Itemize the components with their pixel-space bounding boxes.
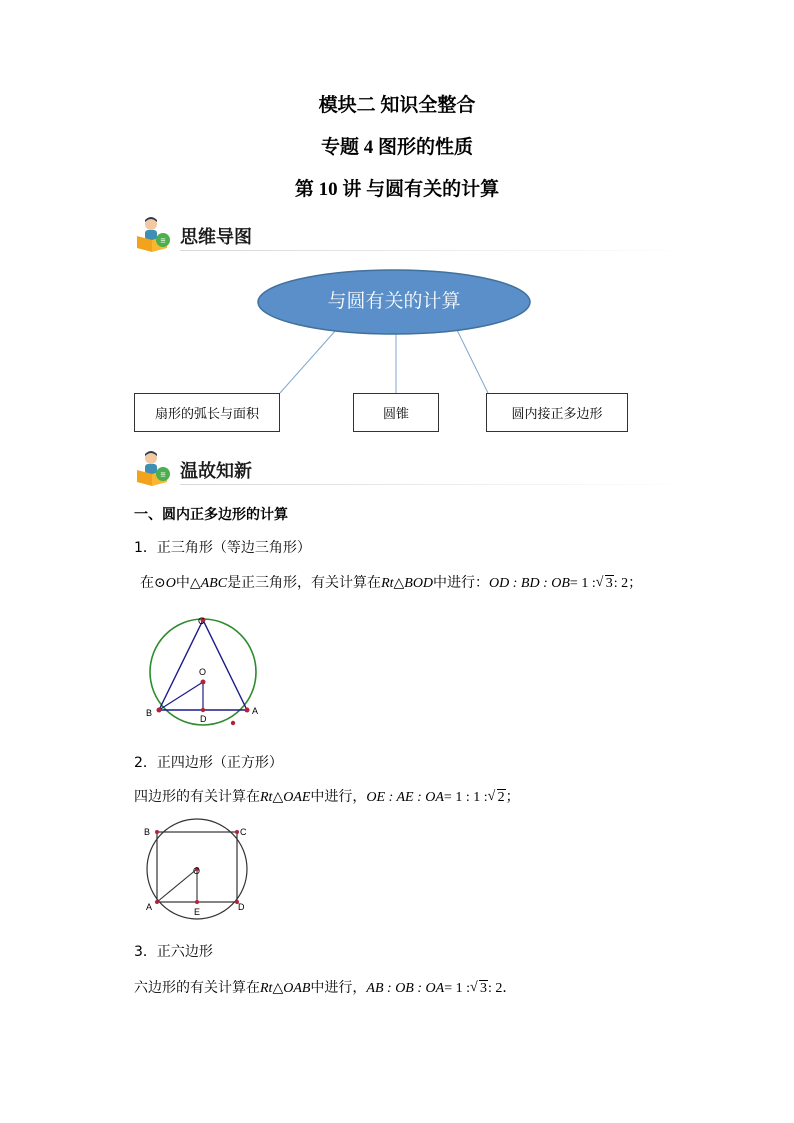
- lecture-title: 第 10 讲 与圆有关的计算: [294, 179, 500, 200]
- point-a: [245, 708, 250, 713]
- hexagon-title: 3．正六边形: [134, 944, 213, 960]
- math-ratio: AB : OB : OA: [366, 981, 445, 996]
- math-ratio: OD : BD : OB: [489, 576, 570, 591]
- text-span: 在: [140, 575, 154, 591]
- math-ratio: OE : AE : OA: [366, 790, 444, 805]
- mindmap-connector-right: [457, 330, 488, 393]
- triangle-description: [140, 572, 642, 592]
- label-e: E: [194, 907, 201, 917]
- text-span: 中: [175, 575, 190, 591]
- sqrt-symbol: [488, 790, 506, 806]
- point-e: [195, 900, 199, 904]
- circle-point: [231, 721, 235, 725]
- mindmap-diagram: [0, 0, 794, 440]
- text-span: 中进行：: [433, 575, 490, 591]
- label-o: O: [193, 866, 201, 876]
- text-span: 中进行，: [310, 980, 367, 996]
- hexagon-description: [134, 977, 516, 997]
- point-a: [155, 900, 159, 904]
- math-rt-oae: Rt△OAE: [260, 790, 311, 805]
- review-section-header: [136, 450, 696, 486]
- sqrt-value: 3: [479, 981, 487, 996]
- label-c: C: [240, 827, 247, 837]
- point-b: [157, 708, 162, 713]
- math-ratio-end: : 2；: [613, 576, 643, 591]
- mindmap-branch-sector: 扇形的弧长与面积: [134, 393, 280, 432]
- math-rt-oab: Rt△OAB: [260, 981, 311, 996]
- mindmap-section-title: 思维导图: [180, 227, 252, 248]
- mindmap-connector-left: [280, 330, 336, 393]
- module-title: 模块二 知识全整合: [318, 95, 476, 116]
- label-a: A: [146, 902, 153, 912]
- svg-text:≡: ≡: [160, 469, 166, 480]
- label-o: O: [199, 667, 207, 677]
- math-ratio-end: ；: [505, 790, 520, 805]
- mindmap-branch-cone: 圆锥: [353, 393, 439, 432]
- text-span: 四边形的有关计算在: [134, 789, 260, 805]
- point-b: [155, 830, 159, 834]
- reading-student-icon: [136, 450, 170, 486]
- label-d: D: [238, 902, 245, 912]
- text-span: 是正三角形，有关计算在: [227, 575, 382, 591]
- square-diagram: [134, 818, 264, 922]
- math-ratio-eq: = 1 :: [444, 981, 470, 996]
- svg-text:≡: ≡: [160, 235, 166, 246]
- math-ratio-eq: = 1 :: [569, 576, 596, 591]
- sqrt-value: 2: [497, 790, 505, 805]
- section-divider: [180, 484, 696, 485]
- point-c: [235, 830, 239, 834]
- triangle-diagram: [140, 612, 270, 740]
- point-d: [201, 708, 205, 712]
- label-b: B: [144, 827, 151, 837]
- square-title: 2．正四边形（正方形）: [134, 755, 283, 771]
- math-circle-o: ⊙O: [154, 576, 176, 591]
- label-a: A: [252, 706, 259, 716]
- label-b: B: [146, 708, 153, 718]
- math-triangle-abc: △ABC: [189, 576, 228, 591]
- point-o: [201, 680, 206, 685]
- label-d: D: [200, 714, 207, 724]
- label-c: C: [198, 616, 205, 626]
- mindmap-branch-polygon: 圆内接正多边形: [486, 393, 628, 432]
- sqrt-symbol: [470, 981, 488, 997]
- math-ratio-eq: = 1 : 1 :: [443, 790, 488, 805]
- segment-ao: [157, 869, 197, 902]
- text-span: 六边形的有关计算在: [134, 980, 260, 996]
- review-heading: 一、圆内正多边形的计算: [134, 507, 288, 523]
- sqrt-value: 3: [605, 576, 613, 591]
- square-description: [134, 786, 520, 806]
- sqrt-symbol: [596, 576, 614, 592]
- math-ratio-end: : 2．: [487, 981, 517, 996]
- topic-title: 专题 4 图形的性质: [320, 137, 473, 158]
- math-rt-bod: Rt△BOD: [381, 576, 434, 591]
- text-span: 中进行，: [310, 789, 367, 805]
- review-section-title: 温故知新: [180, 461, 252, 482]
- mindmap-center-label: 与圆有关的计算: [327, 290, 461, 312]
- triangle-title: 1．正三角形（等边三角形）: [134, 540, 311, 556]
